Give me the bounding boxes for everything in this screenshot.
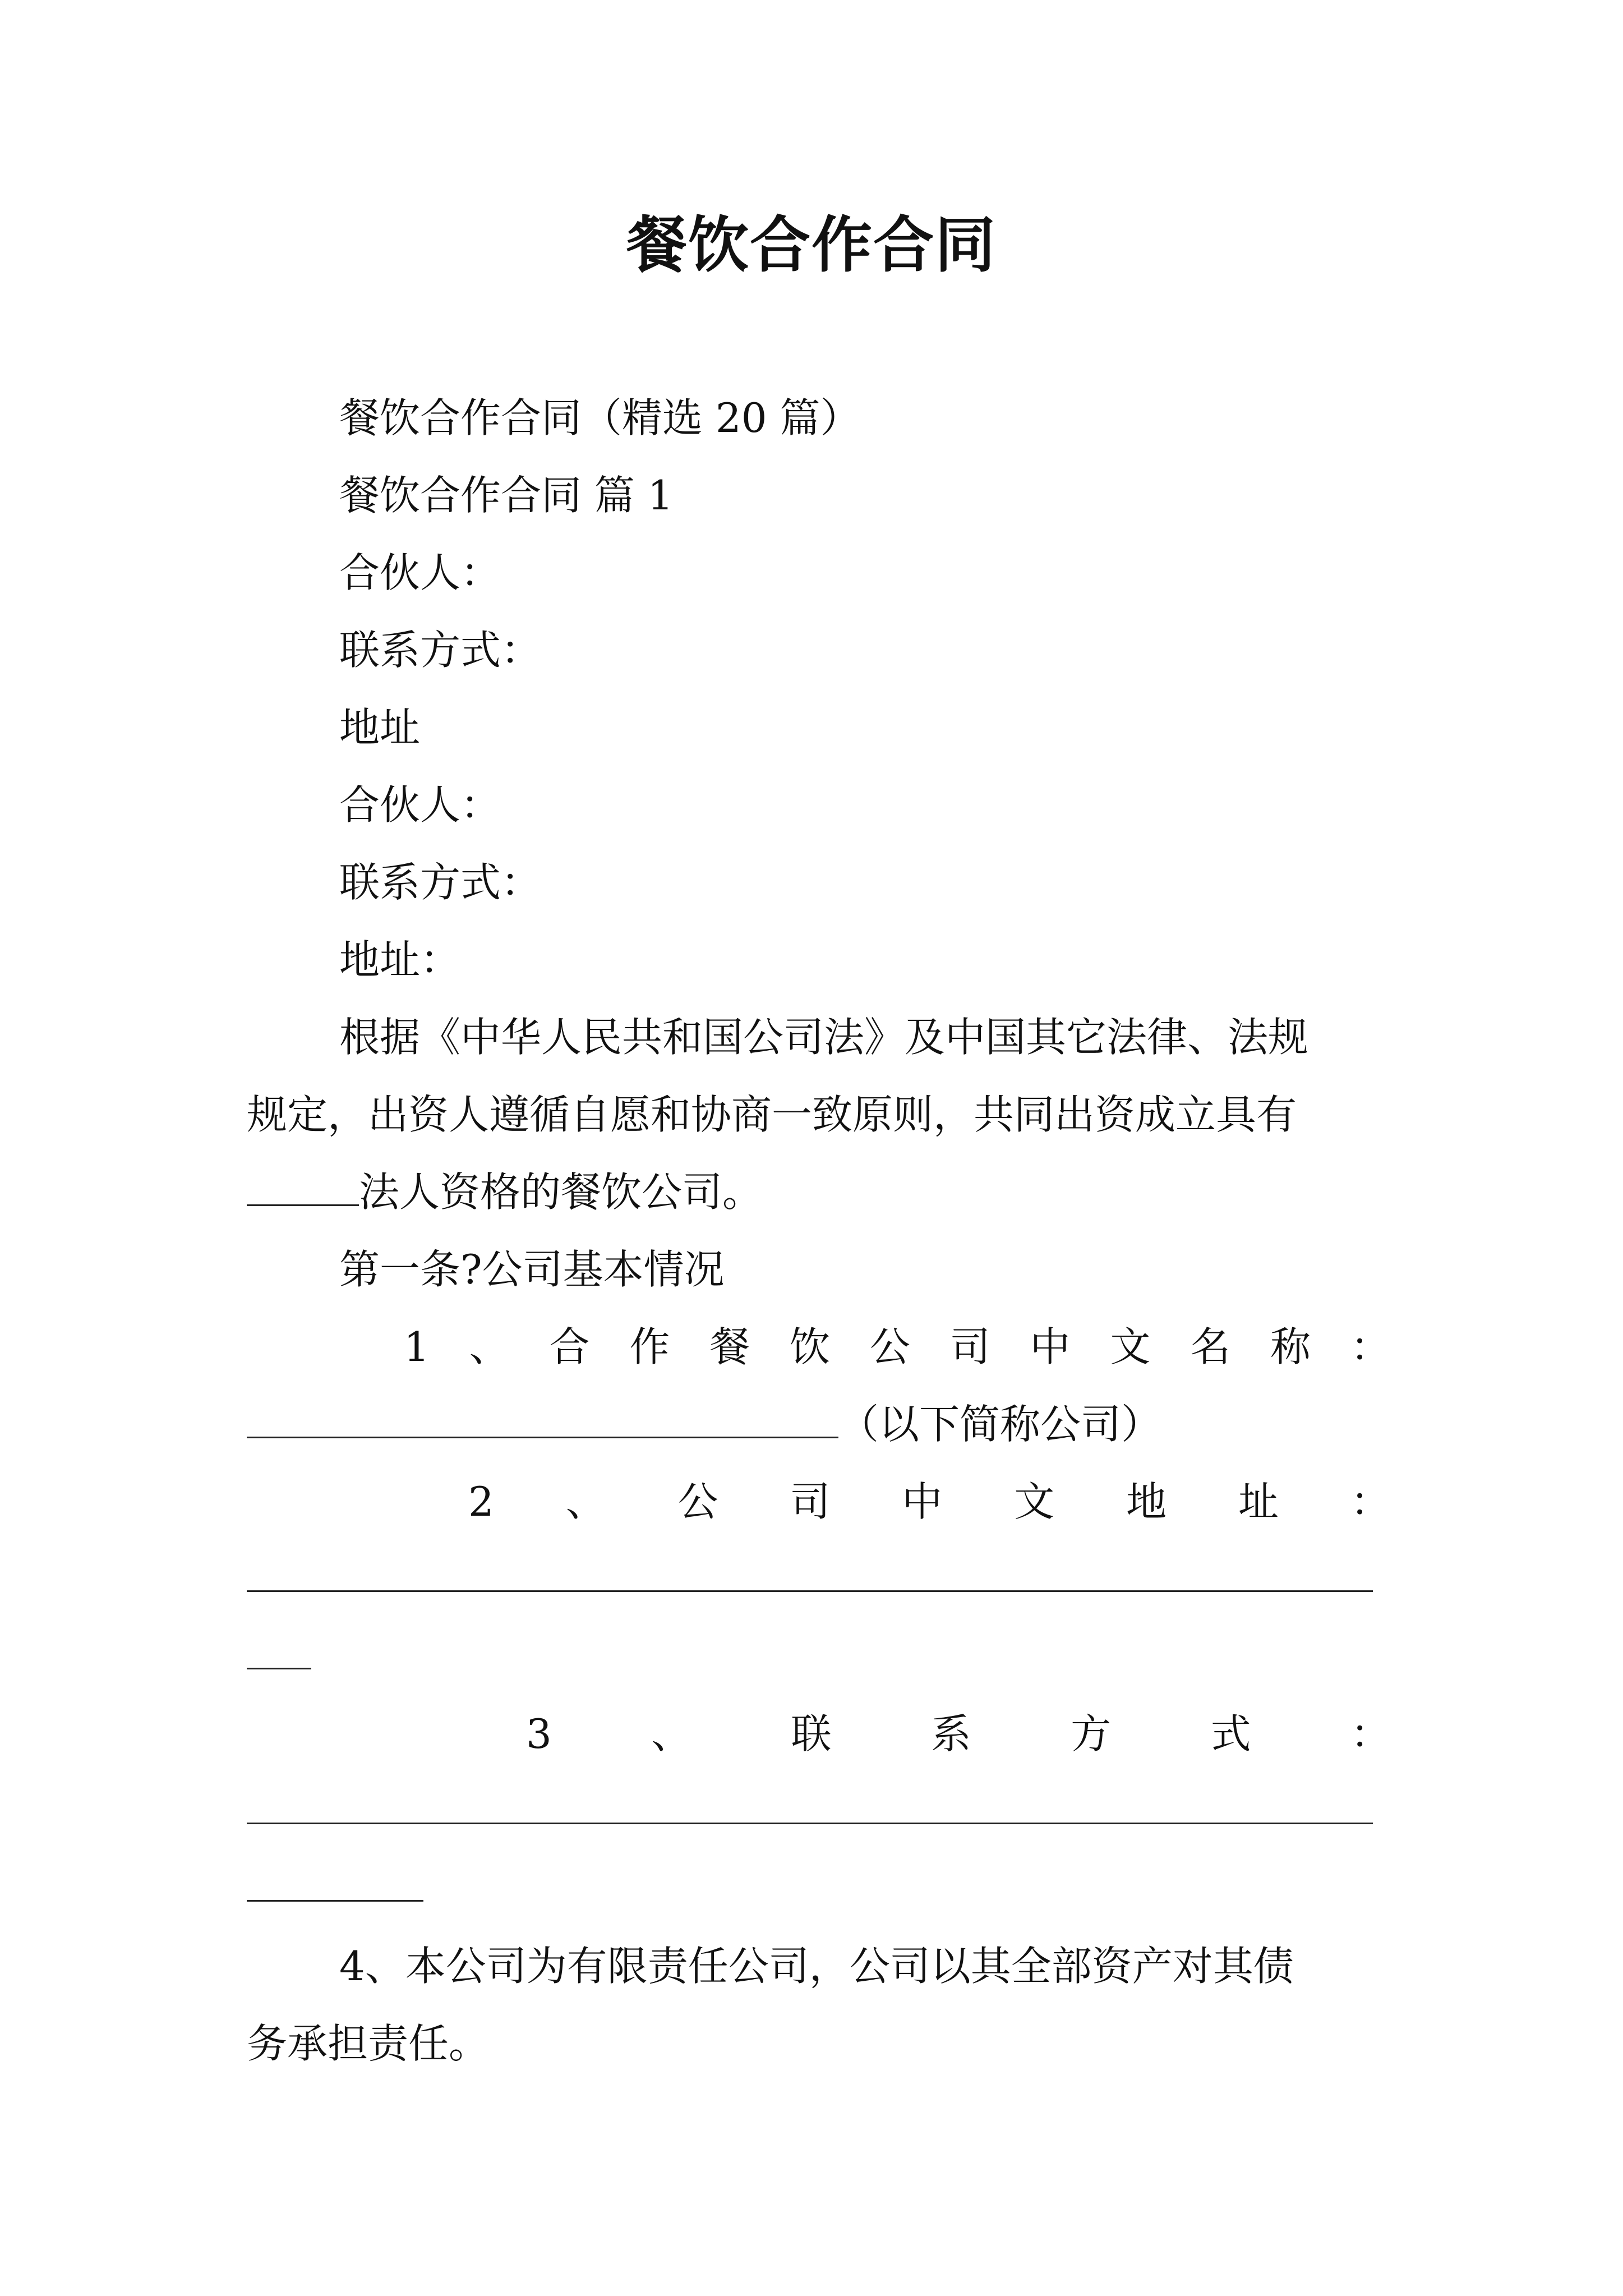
item-1-suffix: （以下简称公司） [838,1401,1162,1448]
item-2-char: 中 [902,1478,943,1525]
item-4-line-2: 务承担责任。 [247,2020,490,2067]
item-2-char: 2 [468,1478,494,1525]
item-3-char: 联 [791,1710,832,1757]
item-1-char: 司 [949,1323,990,1370]
partner-label-2: 合伙人： [339,781,501,829]
item-1-value-line [247,1396,1161,1452]
item-1-char: 餐 [709,1323,750,1370]
blank-field [247,1168,359,1206]
basis-paragraph-line-1: 根据《中华人民共和国公司法》及中国其它法律、法规 [339,1014,1309,1061]
item-1-char: 作 [629,1323,670,1370]
item-2-char: 、 [565,1478,606,1525]
item-1-char: 、 [469,1323,510,1370]
item-2-char: 公 [677,1478,718,1525]
item-1-char: 1 [404,1323,430,1370]
item-3-char: 3 [526,1710,552,1757]
item-1-char: 合 [549,1323,590,1370]
item-1-char: 中 [1030,1323,1071,1370]
item-1-char: 文 [1110,1323,1151,1370]
document-title: 餐饮合作合同 [626,210,997,280]
item-2-label [468,1474,1391,1530]
basis-paragraph-text: 法人资格的餐饮公司。 [359,1168,763,1216]
contact-blank-line-1 [247,1823,1373,1824]
contact-label-2: 联系方式： [339,859,542,906]
address-blank-line-2 [247,1668,311,1669]
item-3-label [526,1706,1391,1762]
subtitle-line: 餐饮合作合同（精选 20 篇） [339,394,861,441]
item-1-label [404,1319,1391,1375]
basis-paragraph-line-2: 规定，出资人遵循自愿和协商一致原则，共同出资成立具有 [247,1091,1297,1138]
chapter-heading: 餐饮合作合同 篇 1 [339,472,674,519]
item-1-char: 饮 [790,1323,831,1370]
item-3-char: 式 [1210,1710,1251,1757]
item-3-char: ： [1350,1710,1391,1757]
item-2-char: ： [1350,1478,1391,1525]
item-3-char: 、 [651,1710,692,1757]
item-2-char: 址 [1238,1478,1279,1525]
item-2-char: 地 [1126,1478,1167,1525]
company-name-blank [247,1401,838,1438]
contact-label-1: 联系方式： [339,627,542,674]
contact-blank-line-2 [247,1900,423,1902]
article-1-heading: 第一条?公司基本情况 [339,1246,725,1293]
item-1-char: 称 [1270,1323,1311,1370]
item-3-char: 系 [930,1710,971,1757]
item-2-char: 司 [790,1478,831,1525]
address-label-2: 地址： [339,936,461,983]
partner-label-1: 合伙人： [339,549,501,596]
item-2-char: 文 [1014,1478,1055,1525]
item-1-char: 公 [869,1323,910,1370]
item-1-char: ： [1350,1323,1391,1370]
item-4-line-1: 4、本公司为有限责任公司，公司以其全部资产对其债 [339,1943,1294,1990]
address-label-1: 地址 [339,704,421,751]
address-blank-line-1 [247,1590,1373,1592]
item-1-char: 名 [1190,1323,1231,1370]
item-3-char: 方 [1071,1710,1112,1757]
basis-paragraph-line-3 [247,1164,763,1220]
